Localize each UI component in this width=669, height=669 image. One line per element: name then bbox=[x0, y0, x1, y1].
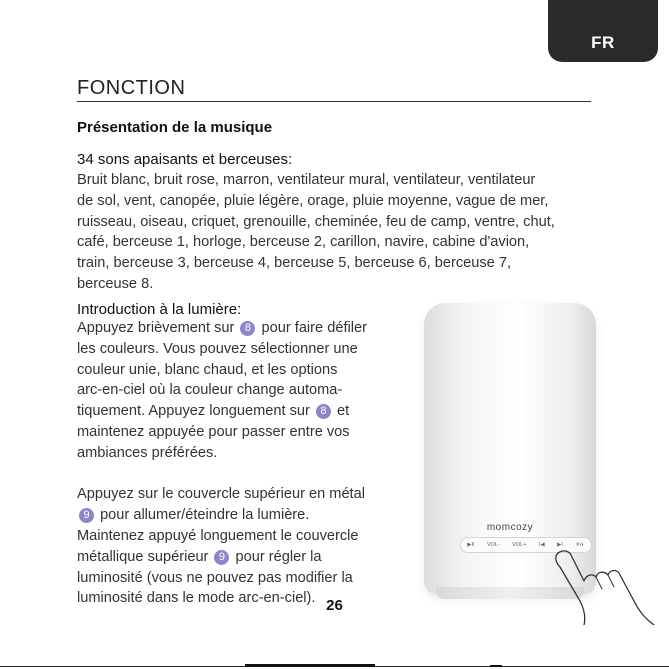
bottom-edge-artifact bbox=[0, 664, 669, 669]
product-illustration bbox=[410, 295, 669, 625]
light-text-fragment: tiquement. Appuyez longuement sur bbox=[77, 403, 310, 420]
light-text-fragment: pour allumer/éteindre la lumière. bbox=[100, 507, 310, 524]
next-track-icon: ▶I bbox=[557, 542, 563, 548]
light-line bbox=[77, 318, 367, 339]
blank-line bbox=[77, 464, 367, 485]
light-line: Maintenez appuyé longuement le couvercle bbox=[77, 527, 359, 544]
language-label: FR bbox=[591, 33, 615, 52]
sounds-line: berceuse 8. bbox=[77, 275, 154, 292]
volume-down-label: VOL- bbox=[486, 542, 500, 548]
light-text-fragment: pour faire défiler bbox=[261, 320, 367, 336]
light-text-fragment: pour régler la bbox=[235, 548, 322, 565]
light-line: luminosité (vous ne pouvez pas modifier la bbox=[77, 569, 353, 586]
play-pause-icon: ▶II bbox=[467, 542, 475, 548]
light-text-fragment: métallique supérieur bbox=[77, 548, 209, 565]
volume-up-label: VOL+ bbox=[512, 542, 527, 548]
light-heading: Introduction à la lumière: bbox=[77, 301, 242, 318]
light-text-fragment: et bbox=[336, 403, 350, 420]
music-heading: Présentation de la musique bbox=[77, 119, 273, 136]
light-line: arc-en-ciel où la couleur change automa- bbox=[77, 382, 343, 399]
page-number: 26 bbox=[326, 597, 343, 614]
sounds-line: de sol, vent, canopée, pluie légère, orage, pluie moyenne, vague de mer, bbox=[77, 192, 549, 209]
light-line bbox=[77, 547, 367, 568]
section-title: FONCTION bbox=[77, 77, 186, 99]
light-text bbox=[77, 318, 367, 609]
light-line: les couleurs. Vous pouvez sélectionner une bbox=[77, 340, 358, 357]
button-9-badge: 9 bbox=[214, 550, 229, 565]
light-mode-icon: ✳/◐ bbox=[575, 542, 585, 548]
light-line: couleur unie, blanc chaud, et les options bbox=[77, 361, 338, 378]
sounds-line: train, berceuse 3, berceuse 4, berceuse 5, berceuse 6, berceuse 7, bbox=[77, 255, 512, 272]
button-8-badge: 8 bbox=[240, 321, 255, 336]
language-tab bbox=[548, 0, 658, 62]
sounds-heading: 34 sons apaisants et berceuses: bbox=[77, 151, 293, 168]
light-line: Appuyez sur le couvercle supérieur en métal bbox=[77, 486, 365, 503]
light-line: luminosité dans le mode arc-en-ciel). bbox=[77, 590, 316, 607]
brand-logo: momcozy bbox=[486, 522, 534, 533]
light-line: maintenez appuyée pour passer entre vos bbox=[77, 423, 350, 440]
sounds-line: café, berceuse 1, horloge, berceuse 2, carillon, navire, cabine d'avion, bbox=[77, 234, 530, 251]
button-9-badge: 9 bbox=[79, 508, 94, 523]
previous-track-icon: I◀ bbox=[538, 542, 545, 548]
button-8-badge: 8 bbox=[316, 404, 331, 419]
light-text-fragment: Appuyez brièvement sur bbox=[77, 320, 235, 336]
sounds-line: Bruit blanc, bruit rose, marron, ventilateur mural, ventilateur, ventilateur bbox=[77, 172, 536, 188]
light-line: ambiances préférées. bbox=[77, 444, 218, 461]
light-line bbox=[77, 401, 367, 422]
title-divider bbox=[77, 101, 591, 102]
sounds-line: ruisseau, oiseau, criquet, grenouille, cheminée, feu de camp, ventre, chut, bbox=[77, 213, 555, 230]
sounds-list bbox=[77, 170, 555, 295]
light-line bbox=[77, 505, 367, 526]
